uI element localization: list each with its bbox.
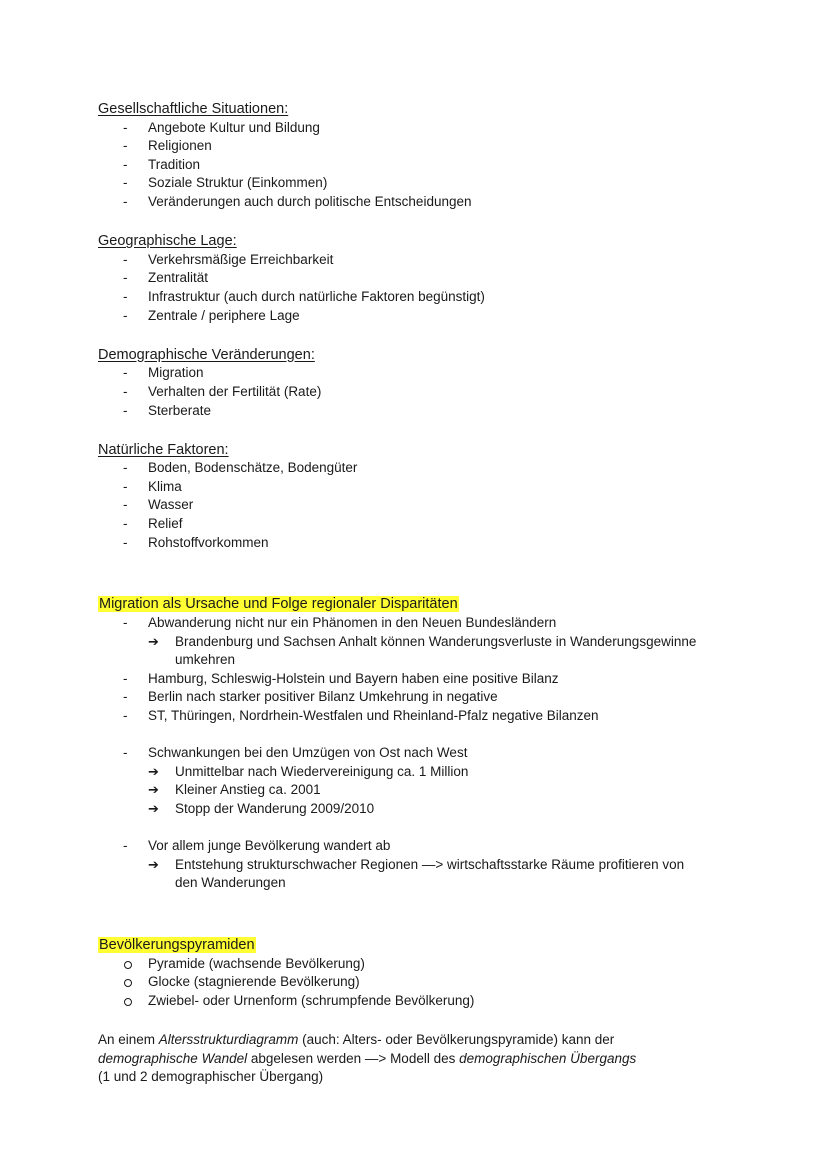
list-item: - Schwankungen bei den Umzügen von Ost nach West xyxy=(98,744,738,763)
list-item: - Migration xyxy=(98,364,738,383)
section-heading-natur: Natürliche Faktoren: xyxy=(98,441,229,458)
dash-bullet: - xyxy=(123,402,128,418)
circle-bullet-icon xyxy=(124,961,132,969)
paragraph-line: demographische Wandel abgelesen werden —> Modell des demographischen Übergangs xyxy=(98,1050,637,1066)
arrow-item: ➔ Entstehung strukturschwacher Regionen —> wirtschaftsstarke Räume profitieren von xyxy=(98,856,738,875)
section-heading-demographie: Demographische Veränderungen: xyxy=(98,346,315,363)
dash-bullet: - xyxy=(123,251,128,267)
dash-bullet: - xyxy=(123,478,128,494)
dash-bullet: - xyxy=(123,175,128,191)
paragraph-line: An einem Altersstrukturdiagramm (auch: Alters- oder Bevölkerungspyramide) kann der xyxy=(98,1032,615,1048)
arrow-item-continuation: umkehren xyxy=(175,652,236,668)
dash-bullet: - xyxy=(123,156,128,172)
section-heading-pyramiden xyxy=(98,936,738,955)
arrow-item: ➔ Stopp der Wanderung 2009/2010 xyxy=(98,800,738,819)
list-item: - Sterberate xyxy=(98,402,738,421)
dash-bullet: - xyxy=(123,365,128,381)
dash-bullet: - xyxy=(123,460,128,476)
circle-bullet-icon xyxy=(124,979,132,987)
list-item: - Klima xyxy=(98,478,738,497)
section-heading-gesellschaft: Gesellschaftliche Situationen: xyxy=(98,101,289,117)
list-item: - Angebote Kultur und Bildung xyxy=(98,119,738,138)
list-item: - ST, Thüringen, Nordrhein-Westfalen und Rheinland-Pfalz negative Bilanzen xyxy=(98,707,738,726)
list-item: Pyramide (wachsende Bevölkerung) xyxy=(98,955,738,974)
list-item: - Verhalten der Fertilität (Rate) xyxy=(98,383,738,402)
list-item: - Zentrale / periphere Lage xyxy=(98,307,738,326)
list-item: - Vor allem junge Bevölkerung wandert ab xyxy=(98,837,738,856)
list-item: - Zentralität xyxy=(98,269,738,288)
dash-bullet: - xyxy=(123,745,128,761)
dash-bullet: - xyxy=(123,193,128,209)
arrow-right-icon: ➔ xyxy=(148,633,159,649)
highlighted-heading: Bevölkerungspyramiden xyxy=(99,937,255,954)
arrow-right-icon: ➔ xyxy=(148,856,159,872)
list-item: - Wasser xyxy=(98,496,738,515)
section-heading-geographie: Geographische Lage: xyxy=(98,233,237,250)
dash-bullet: - xyxy=(123,838,128,854)
list-item: - Verkehrsmäßige Erreichbarkeit xyxy=(98,251,738,270)
dash-bullet: - xyxy=(123,119,128,135)
list-item: - Veränderungen auch durch politische Entscheidungen xyxy=(98,193,738,212)
document-page xyxy=(98,100,738,1087)
list-item: - Religionen xyxy=(98,137,738,156)
list-item: - Hamburg, Schleswig-Holstein und Bayern haben eine positive Bilanz xyxy=(98,670,738,689)
arrow-right-icon: ➔ xyxy=(148,763,159,779)
arrow-item-continuation: den Wanderungen xyxy=(175,875,286,891)
list-item: - Tradition xyxy=(98,156,738,175)
dash-bullet: - xyxy=(123,708,128,723)
list-item: - Relief xyxy=(98,515,738,534)
highlighted-heading: Migration als Ursache und Folge regionaler Disparitäten xyxy=(99,596,458,613)
dash-bullet: - xyxy=(123,689,128,705)
section-heading-migration xyxy=(98,595,738,614)
dash-bullet: - xyxy=(123,307,128,323)
list-item: - Boden, Bodenschätze, Bodengüter xyxy=(98,459,738,478)
dash-bullet: - xyxy=(123,670,128,686)
dash-bullet: - xyxy=(123,534,128,550)
dash-bullet: - xyxy=(123,138,128,154)
arrow-item: ➔ Brandenburg und Sachsen Anhalt können Wanderungsverluste in Wanderungsgewinne xyxy=(98,633,738,652)
arrow-right-icon: ➔ xyxy=(148,800,159,816)
arrow-right-icon: ➔ xyxy=(148,782,159,798)
arrow-item: ➔ Unmittelbar nach Wiedervereinigung ca. 1 Million xyxy=(98,763,738,782)
circle-bullet-icon xyxy=(124,998,132,1006)
dash-bullet: - xyxy=(123,383,128,399)
list-item: - Infrastruktur (auch durch natürliche Faktoren begünstigt) xyxy=(98,288,738,307)
dash-bullet: - xyxy=(123,497,128,513)
dash-bullet: - xyxy=(123,270,128,286)
arrow-item: ➔ Kleiner Anstieg ca. 2001 xyxy=(98,781,738,800)
dash-bullet: - xyxy=(123,288,128,304)
list-item: - Soziale Struktur (Einkommen) xyxy=(98,174,738,193)
list-item: - Abwanderung nicht nur ein Phänomen in den Neuen Bundesländern xyxy=(98,614,738,633)
list-item: Glocke (stagnierende Bevölkerung) xyxy=(98,973,738,992)
paragraph-line: (1 und 2 demographischer Übergang) xyxy=(98,1069,324,1085)
list-item: - Rohstoffvorkommen xyxy=(98,534,738,553)
dash-bullet: - xyxy=(123,516,128,532)
list-item: Zwiebel- oder Urnenform (schrumpfende Bevölkerung) xyxy=(98,992,738,1011)
list-item: - Berlin nach starker positiver Bilanz Umkehrung in negative xyxy=(98,688,738,707)
dash-bullet: - xyxy=(123,615,128,631)
